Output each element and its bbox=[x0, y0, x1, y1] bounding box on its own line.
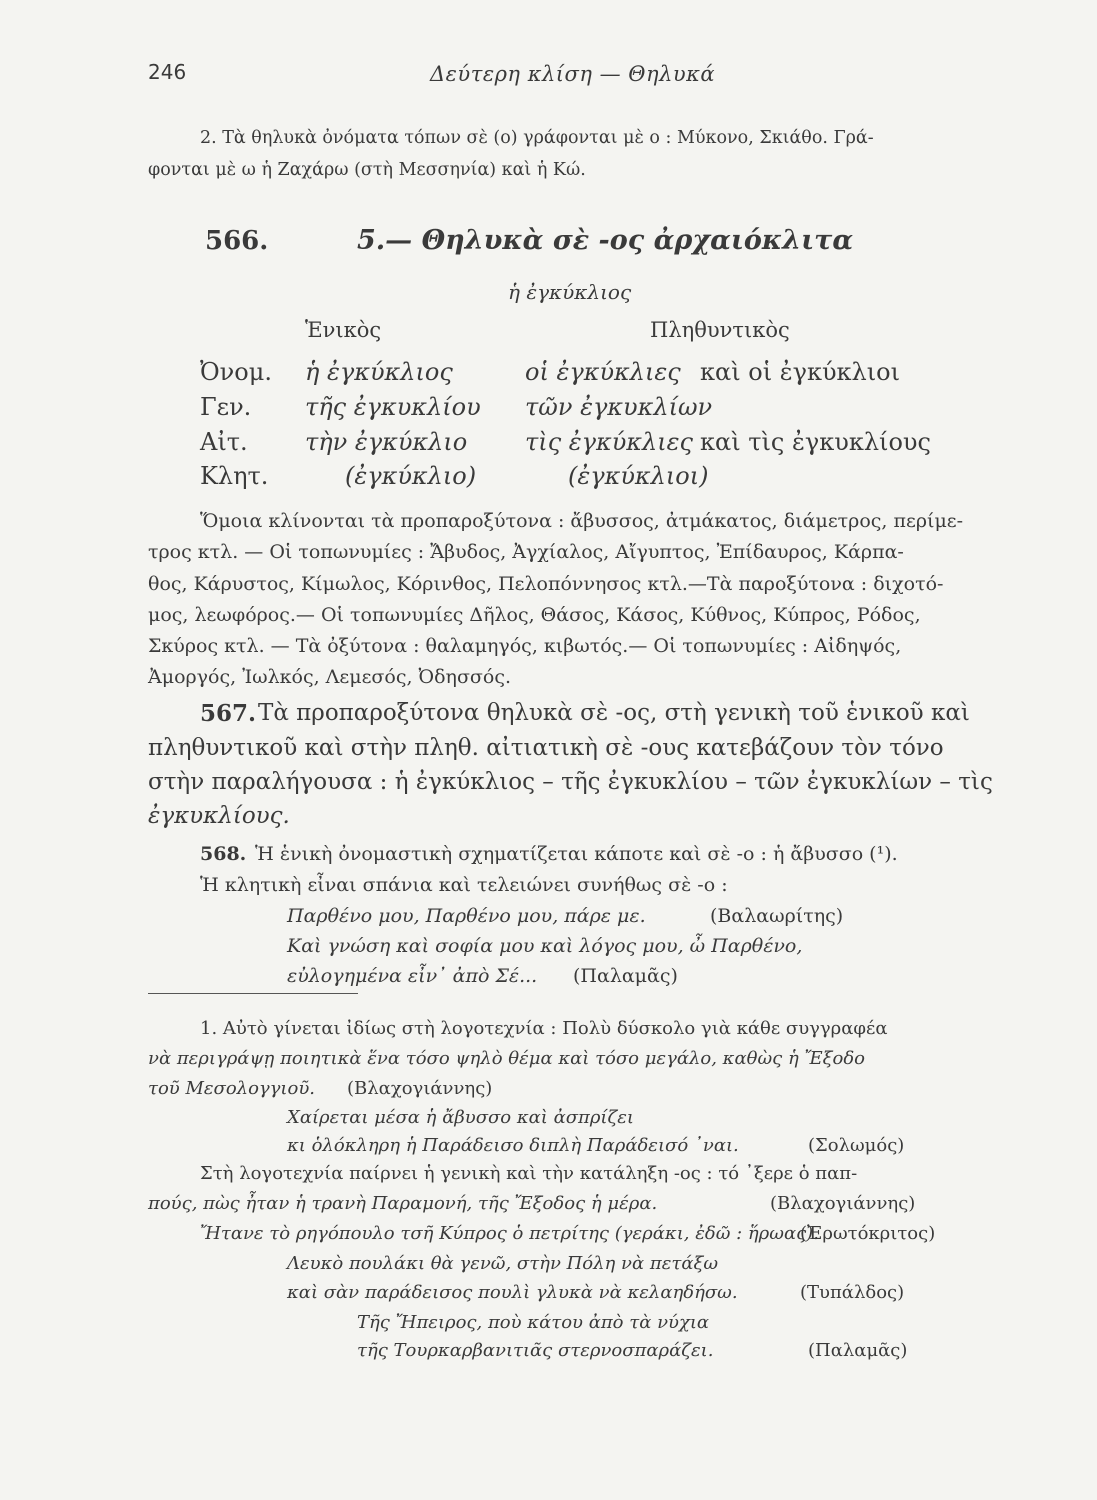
footnote-quote: τῆς Τουρκαρβανιτιᾶς στερνοσπαράζει. bbox=[357, 1340, 714, 1361]
plural-alt: καὶ τὶς ἐγκυκλίους bbox=[700, 428, 931, 456]
singular-form: τῆς ἐγκυκλίου bbox=[305, 393, 481, 421]
singular-form: τὴν ἐγκύκλιο bbox=[305, 428, 468, 456]
section-567-line: πληθυντικοῦ καὶ στὴν πληθ. αἰτιατικὴ σὲ -ους κατεβάζουν τὸν τόνο bbox=[148, 735, 944, 761]
footnote-quote: Τῆς Ἤπειρος, ποὺ κάτου ἀπὸ τὰ νύχια bbox=[357, 1312, 710, 1333]
section-567-line: Τὰ προπαροξύτονα θηλυκὰ σὲ -ος, στὴ γενικὴ τοῦ ἑνικοῦ καὶ bbox=[258, 700, 970, 726]
note-2-line-1: 2. Τὰ θηλυκὰ ὀνόματα τόπων σὲ (ο) γράφονται μὲ ο : Μύκονο, Σκιάθο. Γρά- bbox=[200, 128, 874, 148]
para-line: Σκύρος κτλ. — Τὰ ὀξύτονα : θαλαμηγός, κιβωτός.— Οἱ τοπωνυμίες : Αἰδηψός, bbox=[148, 635, 902, 657]
section-568-line-1: Ἡ ἑνικὴ ὀνομαστικὴ σχηματίζεται κάποτε καὶ σὲ -ο : ἡ ἄβυσσο (¹). bbox=[255, 843, 898, 865]
note-2-line-2: φονται μὲ ω ἡ Ζαχάρω (στὴ Μεσσηνία) καὶ ἡ Κώ. bbox=[148, 160, 586, 180]
para-line: μος, λεωφόρος.— Οἱ τοπωνυμίες Δῆλος, Θάσος, Κάσος, Κύθνος, Κύπρος, Ρόδος, bbox=[148, 604, 921, 626]
footnote-author: (Σολωμός) bbox=[808, 1135, 905, 1156]
quote-1: Παρθένο μου, Παρθένο μου, πάρε με. bbox=[287, 905, 646, 927]
footnote-line: Ἤτανε τὸ ρηγόπουλο τσῆ Κύπρος ὁ πετρίτης (γεράκι, ἐδῶ : ἥρωας). bbox=[200, 1223, 819, 1244]
footnote-rule bbox=[148, 993, 358, 994]
section-567-line: ἐγκυκλίους. bbox=[148, 803, 290, 829]
page-number: 246 bbox=[148, 60, 187, 84]
case-label: Γεν. bbox=[200, 393, 252, 421]
quote-2a: Καὶ γνώση καὶ σοφία μου καὶ λόγος μου, ὦ Παρθένο, bbox=[287, 935, 803, 957]
para-line: τρος κτλ. — Οἱ τοπωνυμίες : Ἄβυδος, Ἀγχίαλος, Αἴγυπτος, Ἐπίδαυρος, Κάρπα- bbox=[148, 541, 904, 563]
plural-alt: καὶ οἱ ἐγκύκλιοι bbox=[700, 358, 901, 386]
section-568-number: 568. bbox=[200, 843, 247, 865]
footnote-quote: Χαίρεται μέσα ἡ ἄβυσσο καὶ ἀσπρίζει bbox=[287, 1107, 634, 1128]
footnote-author: (Βλαχογιάννης) bbox=[347, 1078, 493, 1099]
quote-2b: εὐλογημένα εἶν᾽ ἀπὸ Σέ... bbox=[287, 965, 538, 987]
footnote-line: 1. Αὐτὸ γίνεται ἰδίως στὴ λογοτεχνία : Πολὺ δύσκολο γιὰ κάθε συγγραφέα bbox=[200, 1018, 888, 1039]
plural-form: (ἐγκύκλιοι) bbox=[568, 462, 709, 490]
plural-form: τὶς ἐγκύκλιες bbox=[525, 428, 693, 456]
quote-1-author: (Βαλαωρίτης) bbox=[710, 905, 844, 927]
footnote-author: (Βλαχογιάννης) bbox=[770, 1193, 916, 1214]
footnote-quote: καὶ σὰν παράδεισος πουλὶ γλυκὰ νὰ κελαηδήσω. bbox=[287, 1282, 738, 1303]
quote-2-author: (Παλαμᾶς) bbox=[573, 965, 678, 987]
section-567-line: στὴν παραλήγουσα : ἡ ἐγκύκλιος – τῆς ἐγκυκλίου – τῶν ἐγκυκλίων – τὶς bbox=[148, 769, 993, 795]
section-568-line-2: Ἡ κλητικὴ εἶναι σπάνια καὶ τελειώνει συνήθως σὲ -ο : bbox=[200, 874, 728, 896]
case-label: Κλητ. bbox=[200, 462, 269, 490]
footnote-quote: κι ὁλόκληρη ἡ Παράδεισο διπλὴ Παράδεισό ᾽ναι. bbox=[287, 1135, 739, 1156]
running-head: Δεύτερη κλίση — Θηλυκά bbox=[430, 62, 716, 86]
singular-form: ἡ ἐγκύκλιος bbox=[305, 358, 453, 386]
footnote-author: (Τυπάλδος) bbox=[800, 1282, 905, 1303]
footnote-author: (Ἐρωτόκριτος) bbox=[800, 1223, 936, 1244]
section-566-number: 566. bbox=[205, 226, 269, 256]
para-line: θος, Κάρυστος, Κίμωλος, Κόρινθος, Πελοπόννησος κτλ.—Τὰ παροξύτονα : διχοτό- bbox=[148, 573, 944, 595]
section-566-title: 5.— Θηλυκὰ σὲ -ος ἀρχαιόκλιτα bbox=[357, 225, 854, 256]
footnote-quote: Λευκὸ πουλάκι θὰ γενῶ, στὴν Πόλη νὰ πετάξω bbox=[287, 1253, 719, 1274]
footnote-line: νὰ περιγράψῃ ποιητικὰ ἕνα τόσο ψηλὸ θέμα καὶ τόσο μεγάλο, καθὼς ἡ Ἔξοδο bbox=[148, 1048, 866, 1069]
footnote-line: τοῦ Μεσολογγιοῦ. bbox=[148, 1078, 315, 1099]
singular-form: (ἐγκύκλιο) bbox=[345, 462, 477, 490]
lemma: ἡ ἐγκύκλιος bbox=[508, 280, 632, 304]
section-567-number: 567. bbox=[200, 700, 257, 727]
header-singular: Ἑνικὸς bbox=[305, 318, 382, 342]
plural-form: οἱ ἐγκύκλιες bbox=[525, 358, 681, 386]
para-line: Ἀμοργός, Ἰωλκός, Λεμεσός, Ὀδησσός. bbox=[148, 666, 512, 688]
footnote-author: (Παλαμᾶς) bbox=[808, 1340, 908, 1361]
plural-form: τῶν ἐγκυκλίων bbox=[525, 393, 713, 421]
para-line: Ὅμοια κλίνονται τὰ προπαροξύτονα : ἄβυσσος, ἀτμάκατος, διάμετρος, περίμε- bbox=[200, 510, 964, 532]
footnote-line: Στὴ λογοτεχνία παίρνει ἡ γενικὴ καὶ τὴν κατάληξη -ος : τό ᾽ξερε ὁ παπ- bbox=[200, 1163, 858, 1184]
header-plural: Πληθυντικὸς bbox=[650, 318, 790, 342]
case-label: Αἰτ. bbox=[200, 428, 248, 456]
case-label: Ὀνομ. bbox=[200, 358, 272, 386]
footnote-line: πούς, πὼς ἦταν ἡ τρανὴ Παραμονή, τῆς Ἔξοδος ἡ μέρα. bbox=[148, 1193, 658, 1214]
